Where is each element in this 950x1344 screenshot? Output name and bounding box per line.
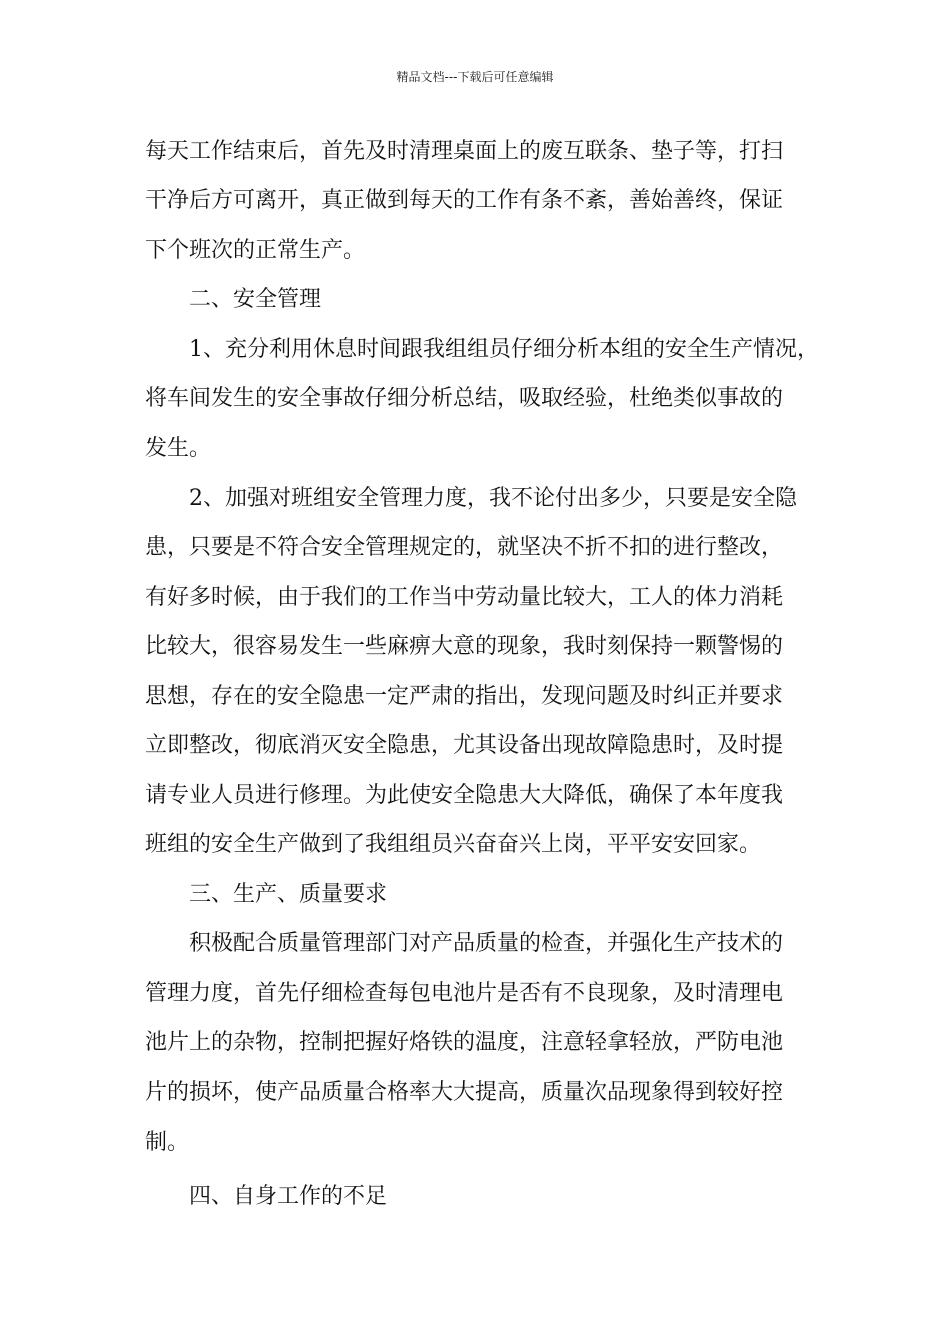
paragraph-line: 制。 — [145, 1130, 190, 1155]
paragraph-line: 下个班次的正常生产。 — [145, 238, 366, 263]
section-heading: 二、安全管理 — [189, 287, 322, 312]
section-heading: 四、自身工作的不足 — [189, 1184, 388, 1209]
paragraph-line: 请专业人员进行修理。为此使安全隐患大大降低，确保了本年度我 — [145, 783, 784, 808]
paragraph-line: 班组的安全生产做到了我组组员兴奋奋兴上岗，平平安安回家。 — [145, 832, 762, 857]
paragraph-line: 比较大，很容易发生一些麻痹大意的现象，我时刻保持一颗警惕的 — [145, 634, 784, 659]
paragraph-line: 发生。 — [145, 436, 212, 461]
paragraph-line: 每天工作结束后，首先及时清理桌面上的废互联条、垫子等，打扫 — [145, 139, 784, 164]
paragraph-line: 患，只要是不符合安全管理规定的，就坚决不折不扣的进行整改， — [145, 535, 784, 560]
paragraph-line: 有好多时候，由于我们的工作当中劳动量比较大，工人的体力消耗 — [145, 585, 784, 610]
paragraph-line: 将车间发生的安全事故仔细分析总结，吸取经验，杜绝类似事故的 — [145, 386, 784, 411]
paragraph-line: 积极配合质量管理部门对产品质量的检查，并强化生产技术的 — [189, 931, 784, 956]
paragraph-line: 思想，存在的安全隐患一定严肃的指出，发现问题及时纠正并要求 — [145, 684, 784, 709]
page-header: 精品文档---下载后可任意编辑 — [396, 70, 554, 84]
paragraph-line: 1、充分利用休息时间跟我组组员仔细分析本组的安全生产情况， — [189, 337, 819, 362]
section-heading: 三、生产、质量要求 — [189, 882, 388, 907]
paragraph-line: 片的损坏，使产品质量合格率大大提高，质量次品现象得到较好控 — [145, 1080, 784, 1105]
paragraph-line: 管理力度，首先仔细检查每包电池片是否有不良现象，及时清理电 — [145, 981, 784, 1006]
paragraph-line: 池片上的杂物，控制把握好烙铁的温度，注意轻拿轻放，严防电池 — [145, 1030, 784, 1055]
paragraph-line: 立即整改，彻底消灭安全隐患，尤其设备出现故障隐患时，及时提 — [145, 733, 784, 758]
paragraph-line: 干净后方可离开，真正做到每天的工作有条不紊，善始善终，保证 — [145, 188, 784, 213]
paragraph-line: 2、加强对班组安全管理力度，我不论付出多少，只要是安全隐 — [189, 486, 797, 511]
